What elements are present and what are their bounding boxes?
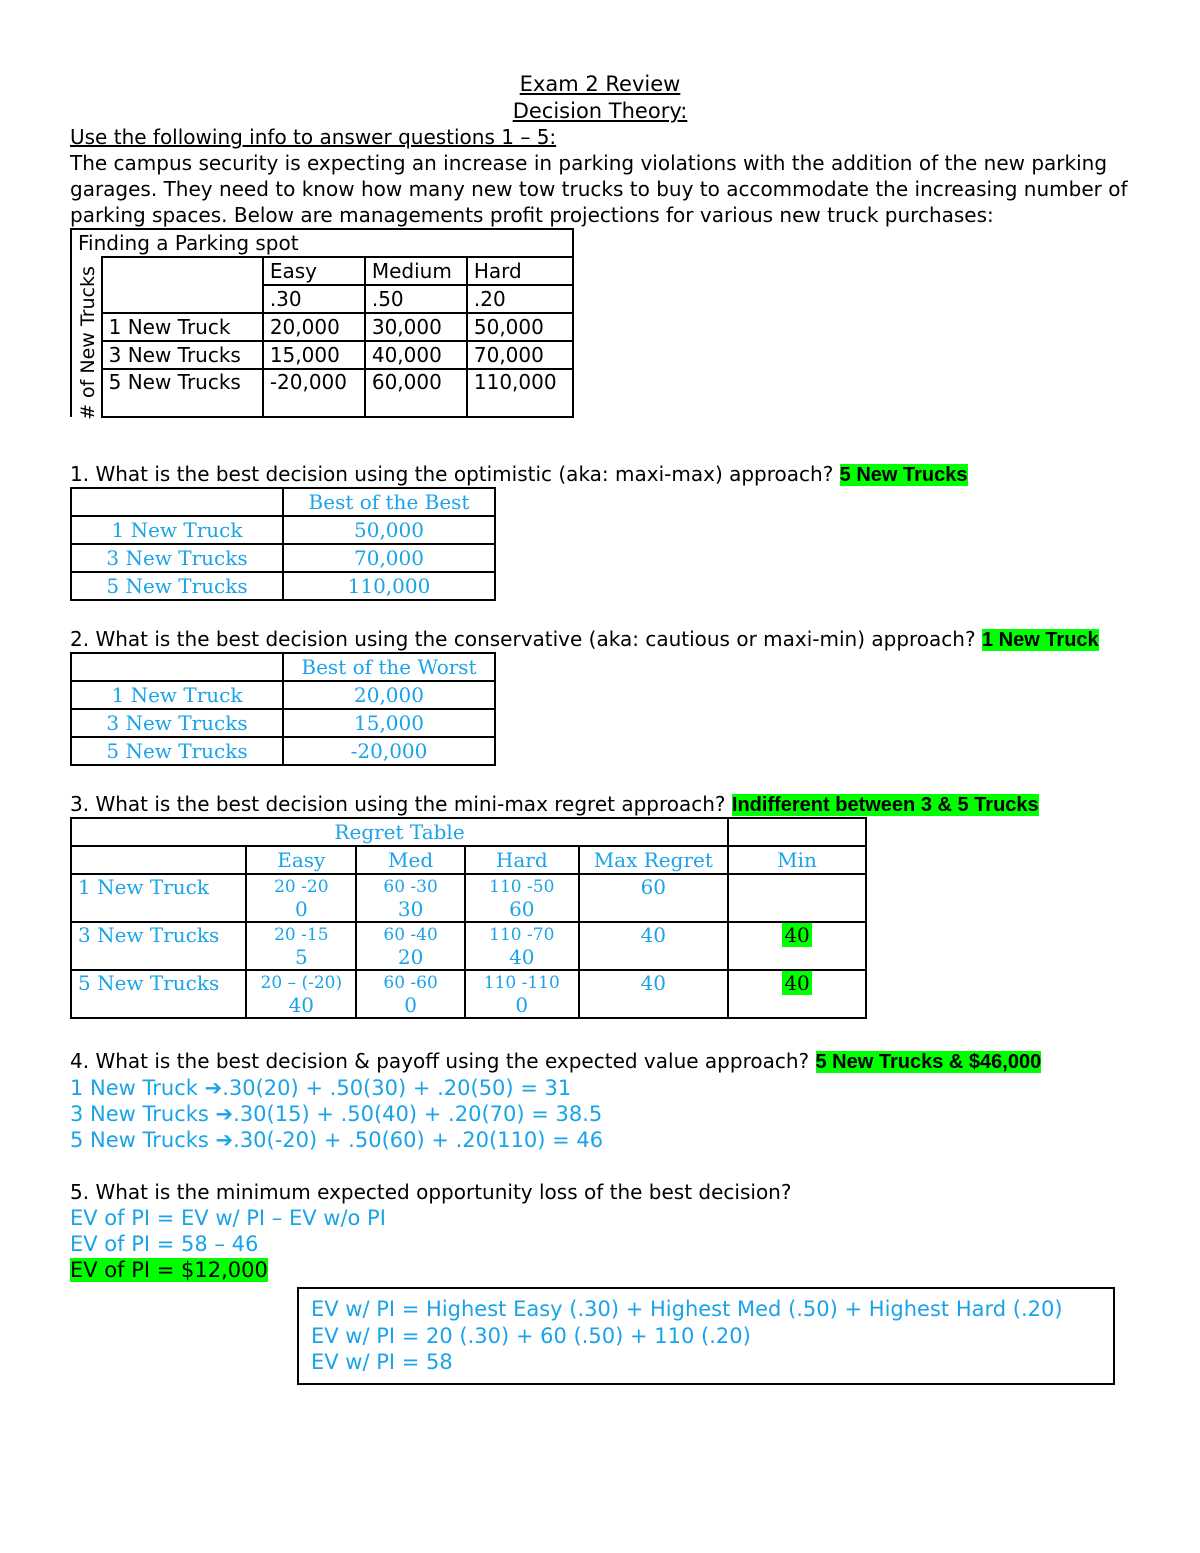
q3-question: 3. What is the best decision using the mini-max regret approach? Indifferent between 3 & 5 Trucks <box>70 792 1039 816</box>
table-row: 3 New Trucks 70,000 <box>71 544 495 572</box>
q1-table: Best of the Best 1 New Truck 50,000 3 New Trucks 70,000 5 New Trucks 110,000 <box>70 487 496 601</box>
col-easy: Easy <box>263 257 365 285</box>
prob-medium: .50 <box>365 285 467 313</box>
box-line-1: EV w/ PI = Highest Easy (.30) + Highest Med (.50) + Highest Hard (.20) <box>311 1297 1063 1321</box>
table-row: 1 New Truck 20,000 30,000 50,000 <box>71 313 573 341</box>
row-axis-cell <box>71 257 102 420</box>
intro-line-2: garages. They need to know how many new tow trucks to buy to accommodate the increasing number of <box>70 177 1128 201</box>
q5-question: 5. What is the minimum expected opportunity loss of the best decision? <box>70 1180 792 1204</box>
table-row: 3 New Trucks 15,000 <box>71 709 495 737</box>
q5-line-1: EV of PI = EV w/ PI – EV w/o PI <box>70 1206 386 1230</box>
q2-table: Best of the Worst 1 New Truck 20,000 3 New Trucks 15,000 5 New Trucks -20,000 <box>70 652 496 766</box>
arrow-right-icon: ➔ <box>204 1076 223 1100</box>
box-line-2: EV w/ PI = 20 (.30) + 60 (.50) + 110 (.20) <box>311 1324 751 1348</box>
q1-answer: 5 New Trucks <box>839 464 968 486</box>
q3-answer: Indifferent between 3 & 5 Trucks <box>731 794 1039 816</box>
table-row: 1 New Truck 20 -20 0 60 -30 30 110 -50 60 60 <box>71 874 866 922</box>
box-line-3: EV w/ PI = 58 <box>311 1350 453 1374</box>
table-row: 5 New Trucks -20,000 <box>71 737 495 765</box>
q2-question: 2. What is the best decision using the conservative (aka: cautious or maxi-min) approach? 1 New Truck <box>70 627 1099 651</box>
page-title: Exam 2 Review <box>519 72 681 96</box>
q1-question: 1. What is the best decision using the optimistic (aka: maxi-max) approach? 5 New Trucks <box>70 462 968 486</box>
table-row: 5 New Trucks 110,000 <box>71 572 495 600</box>
ev-line-3: 5 New Trucks ➔.30(-20) + .50(60) + .20(110) = 46 <box>70 1128 604 1152</box>
q2-answer: 1 New Truck <box>981 629 1099 651</box>
regret-table-title: Regret Table <box>71 818 728 846</box>
table-row: 5 New Trucks -20,000 60,000 110,000 <box>71 369 573 389</box>
prob-hard: .20 <box>467 285 573 313</box>
ev-line-2: 3 New Trucks ➔.30(15) + .50(40) + .20(70) = 38.5 <box>70 1102 603 1126</box>
col-hard: Hard <box>467 257 573 285</box>
regret-table: Regret Table Easy Med Hard Max Regret Min 1 New Truck 20 -20 0 60 -30 30 110 -50 60 60 3 New Trucks 20 -15 5 60 -40 20 110 -70 40 40 40 5 New Trucks 20 – (-20) 40 60 -60 0 110 -110 0 40 40 <box>70 817 867 1019</box>
row-axis-label: # of New Trucks <box>77 266 99 420</box>
table-row: 1 New Truck 50,000 <box>71 516 495 544</box>
intro-lead: Use the following info to answer questions 1 – 5: <box>70 125 557 149</box>
payoff-table-title: Finding a Parking spot <box>71 229 573 257</box>
table-row: 1 New Truck 20,000 <box>71 681 495 709</box>
intro-line-3: parking spaces. Below are managements profit projections for various new truck purchases: <box>70 203 994 227</box>
col-medium: Medium <box>365 257 467 285</box>
table-row: 5 New Trucks 20 – (-20) 40 60 -60 0 110 -110 0 40 40 <box>71 970 866 1018</box>
q5-line-2: EV of PI = 58 – 46 <box>70 1232 259 1256</box>
q4-question: 4. What is the best decision & payoff using the expected value approach? 5 New Trucks & $46,000 <box>70 1049 1042 1073</box>
q4-answer: 5 New Trucks & $46,000 <box>815 1051 1042 1073</box>
ev-pi-box <box>297 1287 1115 1385</box>
arrow-right-icon: ➔ <box>215 1102 234 1126</box>
page-subtitle: Decision Theory: <box>512 99 688 123</box>
payoff-table <box>70 228 574 418</box>
q5-answer: EV of PI = $12,000 <box>70 1258 268 1282</box>
arrow-right-icon: ➔ <box>215 1128 234 1152</box>
prob-easy: .30 <box>263 285 365 313</box>
intro-line-1: The campus security is expecting an increase in parking violations with the addition of the new parking <box>70 151 1108 175</box>
ev-line-1: 1 New Truck ➔.30(20) + .50(30) + .20(50) = 31 <box>70 1076 572 1100</box>
table-row: 3 New Trucks 20 -15 5 60 -40 20 110 -70 40 40 40 <box>71 922 866 970</box>
table-row: 3 New Trucks 15,000 40,000 70,000 <box>71 341 573 369</box>
